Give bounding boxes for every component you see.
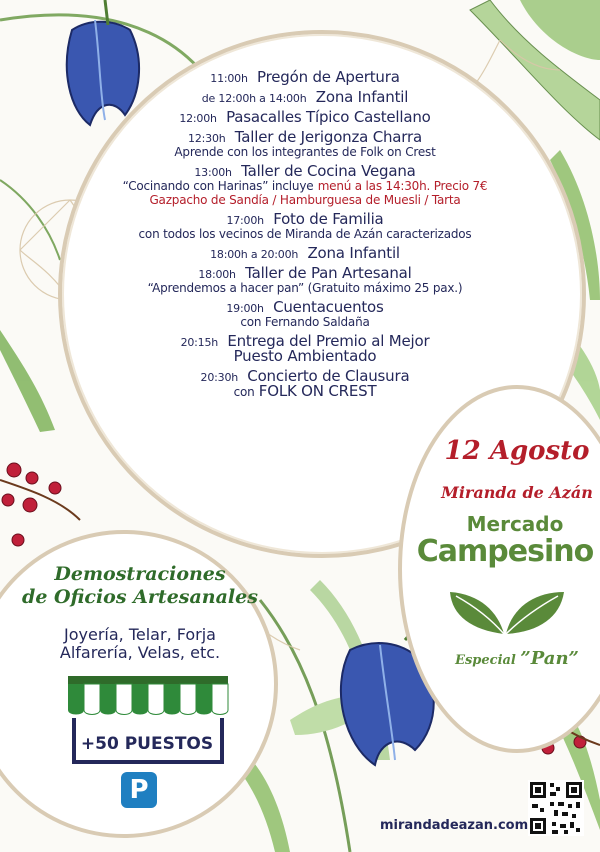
schedule-line: [110, 266, 500, 281]
event-time: 18:00h: [198, 268, 236, 281]
event-detail: con: [233, 385, 255, 399]
event-title: Zona Infantil: [315, 88, 409, 106]
event-title: Taller de Jerigonza Charra: [234, 128, 422, 146]
special-prefix: Especial: [455, 653, 516, 668]
demo-items-line2: Alfarería, Velas, etc.: [59, 643, 221, 663]
event-title: Zona Infantil: [307, 244, 400, 262]
schedule-event: [110, 212, 500, 241]
schedule-line: [110, 281, 500, 295]
demo-items-line1: Joyería, Telar, Forja: [64, 625, 216, 644]
schedule-line: [110, 193, 500, 207]
schedule-line: [110, 90, 500, 105]
schedule-line: [110, 110, 500, 125]
event-title: Foto de Familia: [273, 210, 384, 228]
website-link[interactable]: mirandadeazan.com: [380, 818, 529, 833]
stalls-count: +50 PUESTOS: [80, 734, 214, 754]
event-title: Taller de Pan Artesanal: [245, 264, 412, 282]
event-title: Cuentacuentos: [273, 298, 384, 316]
schedule-list: [110, 70, 500, 404]
event-place: Miranda de Azán: [441, 483, 593, 502]
event-time: 12:30h: [188, 132, 226, 145]
schedule-event: [110, 334, 500, 364]
event-title: Taller de Cocina Vegana: [241, 162, 416, 180]
schedule-line: [110, 164, 500, 179]
parking-icon: P: [121, 772, 157, 808]
schedule-line: [110, 315, 500, 329]
demo-title-line2: de Oficios Artesanales: [22, 585, 258, 608]
demo-items: [20, 626, 260, 663]
event-time: 18:00h a 20:00h: [210, 248, 299, 261]
leaf-icon: [440, 582, 570, 636]
event-title: Puesto Ambientado: [233, 347, 377, 365]
event-date: 12 Agosto: [444, 436, 590, 466]
event-time: 19:00h: [226, 302, 264, 315]
demo-title: [20, 563, 260, 609]
schedule-event: [110, 164, 500, 207]
logo-word-mercado: Mercado: [466, 512, 564, 536]
schedule-event: [110, 130, 500, 159]
schedule-line: [110, 384, 500, 399]
schedule-line: [110, 130, 500, 145]
schedule-line: [110, 179, 500, 193]
event-title: FOLK ON CREST: [258, 382, 377, 400]
event-detail: “Aprendemos a hacer pan” (Gratuito máximo 25 pax.): [147, 281, 463, 295]
schedule-event: [110, 300, 500, 329]
schedule-line: [110, 349, 500, 364]
schedule-line: [110, 300, 500, 315]
event-time: 11:00h: [210, 72, 248, 85]
schedule-line: [110, 145, 500, 159]
demo-title-line1: Demostraciones: [54, 563, 226, 585]
event-title: Pregón de Apertura: [257, 68, 400, 86]
event-detail: “Cocinando con Harinas” incluye: [122, 179, 314, 193]
event-highlight: menú a las 14:30h. Precio 7€: [317, 179, 488, 193]
event-highlight: Gazpacho de Sandía / Hamburguesa de Muesli / Tarta: [149, 193, 461, 207]
schedule-line: [110, 246, 500, 261]
event-title: Pasacalles Típico Castellano: [226, 108, 431, 126]
schedule-event: [110, 110, 500, 125]
schedule-line: [110, 70, 500, 85]
schedule-event: [110, 369, 500, 399]
schedule-line: [110, 212, 500, 227]
event-time: 20:15h: [180, 336, 219, 349]
event-title: Entrega del Premio al Mejor: [227, 332, 430, 350]
special-tagline: [427, 648, 600, 669]
event-time: 12:00h: [179, 112, 217, 125]
qr-code-icon[interactable]: [528, 780, 584, 836]
event-time: 20:30h: [200, 371, 239, 384]
schedule-event: [110, 246, 500, 261]
event-title: Concierto de Clausura: [247, 367, 410, 385]
event-time: 17:00h: [226, 214, 264, 227]
event-detail: con todos los vecinos de Miranda de Azán caracterizados: [138, 227, 472, 241]
schedule-event: [110, 266, 500, 295]
event-time: 13:00h: [194, 166, 232, 179]
event-detail: Aprende con los integrantes de Folk on Crest: [174, 145, 436, 159]
schedule-event: [110, 70, 500, 85]
event-detail: con Fernando Saldaña: [240, 315, 370, 329]
schedule-event: [110, 90, 500, 105]
logo-word-campesino: Campesino: [416, 534, 594, 569]
schedule-line: [110, 227, 500, 241]
special-word: ”Pan”: [520, 648, 579, 669]
event-time: de 12:00h a 14:00h: [201, 92, 307, 105]
